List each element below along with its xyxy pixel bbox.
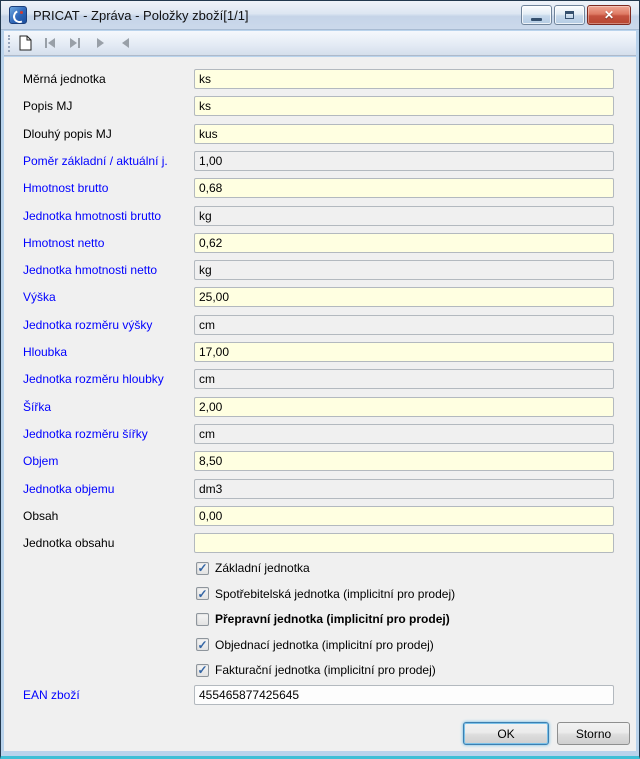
form-row [4,479,636,500]
form-row [4,369,636,390]
form-row [4,451,636,472]
field-input[interactable] [194,206,614,226]
checkbox-label: Přepravní jednotka (implicitní pro prodej) [215,612,450,627]
checkbox-label: Fakturační jednotka (implicitní pro prodej) [215,663,436,678]
field-input[interactable] [194,260,614,280]
ean-input[interactable] [194,685,614,705]
field-label: EAN zboží [23,688,80,702]
ean-row [4,685,636,706]
checkbox-checked-icon[interactable]: ✓ [197,586,208,601]
toolbar-grip[interactable] [8,35,11,52]
field-label: Jednotka objemu [23,481,115,496]
field-label: Šířka [23,399,52,414]
checkbox-row[interactable] [196,611,450,627]
field-input[interactable] [194,96,614,116]
ok-button[interactable]: OK [463,722,549,745]
checkbox-unchecked-icon[interactable] [196,613,209,626]
window-title: PRICAT - Zpráva - Položky zboží[1/1] [33,7,249,23]
field-label: Jednotka obsahu [23,536,115,551]
field-input[interactable] [194,424,614,444]
field-input[interactable] [194,533,614,553]
form-row [4,533,636,554]
field-input[interactable] [194,397,614,417]
field-input[interactable] [194,178,614,198]
checkbox-label: Základní jednotka [215,561,310,575]
field-label: Dlouhý popis MJ [23,126,112,141]
field-label: Hmotnost netto [23,235,105,250]
first-record-button[interactable] [39,33,61,54]
field-label: Jednotka rozměru hloubky [23,372,164,387]
form-row [4,124,636,145]
form-row [4,233,636,254]
form-row [4,342,636,363]
field-input[interactable] [194,69,614,89]
checkbox-label: Objednací jednotka (implicitní pro prodej) [215,637,434,652]
field-label: Jednotka rozměru šířky [23,426,148,441]
form-row [4,69,636,90]
previous-record-icon [122,38,129,48]
form-row [4,424,636,445]
field-label: Hmotnost brutto [23,181,109,196]
field-label: Objem [23,454,59,469]
cancel-button[interactable]: Storno [557,722,630,745]
restore-button[interactable] [554,5,585,25]
app-icon [9,6,27,24]
restore-icon [565,11,574,19]
field-input[interactable] [194,233,614,253]
form-row [4,206,636,227]
field-label: Obsah [23,508,59,523]
minimize-icon [531,18,542,21]
toolbar [4,31,636,56]
close-button[interactable] [587,5,631,25]
checkbox-row[interactable] [196,560,310,576]
field-input[interactable] [194,342,614,362]
form-row [4,151,636,172]
checkbox-row[interactable] [196,586,455,602]
checkbox-label: Spotřebitelská jednotka (implicitní pro prodej) [215,586,456,601]
form-row [4,96,636,117]
checkbox-checked-icon[interactable]: ✓ [197,637,208,652]
field-label: Jednotka rozměru výšky [23,317,153,332]
form-row [4,287,636,308]
field-input[interactable] [194,315,614,335]
field-label: Výška [23,290,56,305]
minimize-button[interactable] [521,5,552,25]
field-label: Popis MJ [23,99,73,114]
field-label: Hloubka [23,345,68,359]
field-input[interactable] [194,151,614,171]
next-record-icon [97,38,104,48]
form-row [4,315,636,336]
form-row [4,178,636,199]
field-input[interactable] [194,479,614,499]
form-area [4,57,636,751]
field-input[interactable] [194,369,614,389]
window-controls [521,5,631,25]
field-label: Jednotka hmotnosti netto [23,263,158,278]
field-input[interactable] [194,287,614,307]
new-document-icon [19,35,32,51]
field-input[interactable] [194,124,614,144]
last-record-icon [70,38,77,48]
form-row [4,260,636,281]
checkbox-checked-icon[interactable]: ✓ [197,561,208,575]
form-row [4,506,636,527]
form-row [4,397,636,418]
last-record-button[interactable] [64,33,86,54]
first-record-icon [45,38,47,48]
checkbox-row[interactable] [196,662,436,678]
title-bar [1,1,639,30]
field-input[interactable] [194,506,614,526]
field-label: Měrná jednotka [23,72,106,86]
close-icon: ✕ [603,8,615,22]
field-label: Jednotka hmotnosti brutto [23,208,162,223]
checkbox-checked-icon[interactable]: ✓ [197,663,208,678]
new-document-button[interactable] [14,33,36,54]
field-input[interactable] [194,451,614,471]
checkbox-row[interactable] [196,637,434,653]
next-record-button[interactable] [89,33,111,54]
field-label: Poměr základní / aktuální j. [23,153,168,168]
previous-record-button[interactable] [114,33,136,54]
